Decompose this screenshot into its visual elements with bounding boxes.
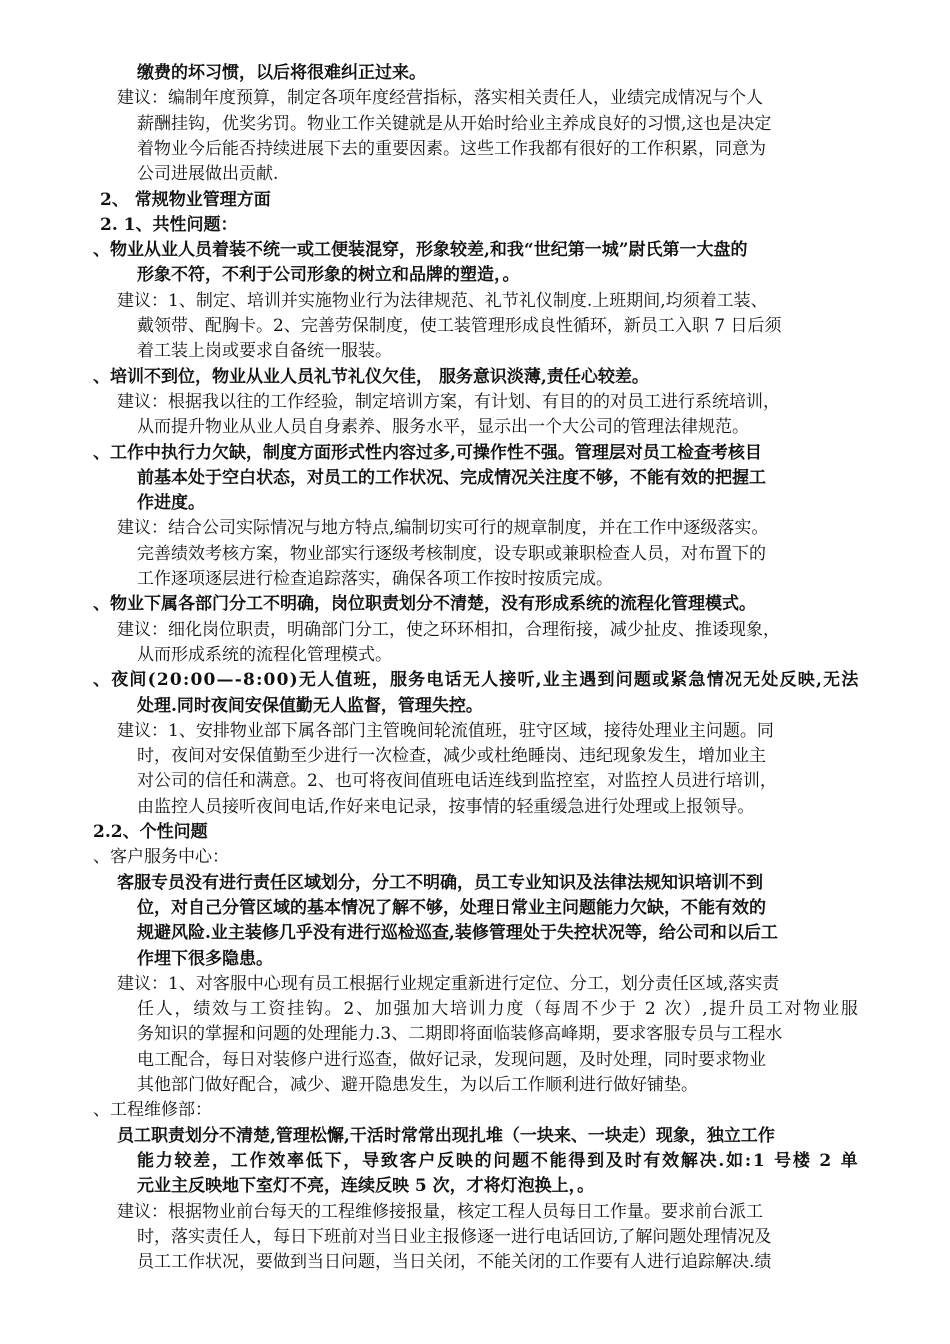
text-line: 从而提升物业从业人员自身素养、服务水平，显示出一个大公司的管理法律规范。 xyxy=(137,417,749,438)
text-line: 建议：根据物业前台每天的工程维修接报量，核定工程人员每日工作量。要求前台派工 xyxy=(117,1201,763,1222)
text-line: 、物业下属各部门分工不明确，岗位职责划分不清楚，没有形成系统的流程化管理模式。 xyxy=(93,594,756,615)
text-line: 建议：编制年度预算，制定各项年度经营指标，落实相关责任人，业绩完成情况与个人 xyxy=(117,88,763,109)
text-line: 、培训不到位，物业从业人员礼节礼仪欠佳， 服务意识淡薄,责任心较差。 xyxy=(93,366,649,387)
text-line: 时，夜间对安保值勤至少进行一次检查，减少或杜绝睡岗、违纪现象发生，增加业主 xyxy=(137,746,766,767)
text-line: 建议：1、制定、培训并实施物业行为法律规范、礼节礼仪制度.上班期间,均须着工装、 xyxy=(117,290,768,311)
text-line: 作埋下很多隐患。 xyxy=(137,948,273,969)
text-line: 工作逐项逐层进行检查追踪落实，确保各项工作按时按质完成。 xyxy=(137,569,613,589)
text-line: 客服专员没有进行责任区域划分，分工不明确，员工专业知识及法律法规知识培训不到 xyxy=(117,872,763,893)
text-line: 任人，绩效与工资挂钩。2、加强加大培训力度（每周不少于 2 次）,提升员工对物业服 xyxy=(137,999,860,1020)
text-line: 务知识的掌握和问题的处理能力.3、二期即将面临装修高峰期，要求客服专员与工程水 xyxy=(137,1024,783,1045)
text-line: 、工作中执行力欠缺，制度方面形式性内容过多,可操作性不强。管理层对员工检查考核目 xyxy=(93,442,762,463)
text-line: 位，对自己分管区域的基本情况了解不够，处理日常业主问题能力欠缺，不能有效的 xyxy=(137,897,766,918)
text-line: 员工工作状况，要做到当日问题，当日关闭，不能关闭的工作要有人进行追踪解决.绩 xyxy=(137,1252,772,1273)
text-line: 形象不符，不利于公司形象的树立和品牌的塑造，。 xyxy=(137,265,520,286)
text-line: 建议：1、对客服中心现有员工根据行业规定重新进行定位、分工，划分责任区域,落实责 xyxy=(117,973,780,994)
text-line: 2、 常规物业管理方面 xyxy=(100,189,271,210)
text-line: 建议：细化岗位职责，明确部门分工，使之环环相扣，合理衔接，减少扯皮、推诿现象， xyxy=(117,619,780,640)
text-line: 对公司的信任和满意。2、也可将夜间值班电话连线到监控室，对监控人员进行培训， xyxy=(137,771,777,792)
text-line: 前基本处于空白状态，对员工的工作状况、完成情况关注度不够，不能有效的把握工 xyxy=(137,467,766,488)
text-line: 时，落实责任人，每日下班前对当日业主报修逐一进行电话回访,了解问题处理情况及 xyxy=(137,1226,772,1247)
text-line: 由监控人员接听夜间电话,作好来电记录，按事情的轻重缓急进行处理或上报领导。 xyxy=(137,796,755,817)
text-line: 建议：结合公司实际情况与地方特点,编制切实可行的规章制度，并在工作中逐级落实。 xyxy=(117,518,769,539)
text-line: 建议：1、安排物业部下属各部门主管晚间轮流值班，驻守区域，接待处理业主问题。同 xyxy=(117,720,774,741)
text-line: 规避风险.业主装修几乎没有进行巡检巡查,装修管理处于失控状况等，给公司和以后工 xyxy=(137,923,778,944)
text-line: 建议：根据我以往的工作经验，制定培训方案，有计划、有目的的对员工进行系统培训， xyxy=(117,391,780,412)
text-line: 缴费的坏习惯，以后将很难纠正过来。 xyxy=(137,63,426,83)
text-line: 着物业今后能否持续进展下去的重要因素。这些工作我都有很好的工作积累，同意为 xyxy=(137,138,766,159)
text-line: 作进度。 xyxy=(137,493,205,514)
text-line: 2. 1、共性问题： xyxy=(100,214,238,235)
text-line: 其他部门做好配合，减少、避开隐患发生，为以后工作顺利进行做好铺垫。 xyxy=(137,1075,698,1095)
text-line: 公司进展做出贡献. xyxy=(137,164,279,185)
text-line: 员工职责划分不清楚,管理松懈,干活时常常出现扎堆（一块来、一块走）现象，独立工作 xyxy=(117,1125,775,1146)
text-line: 、客户服务中心： xyxy=(93,847,229,868)
text-line: 处理.同时夜间安保值勤无人监督，管理失控。 xyxy=(137,695,483,716)
text-line: 电工配合，每日对装修户进行巡查，做好记录，发现问题，及时处理，同时要求物业 xyxy=(137,1049,766,1070)
text-line: 、物业从业人员着装不统一或工便装混穿，形象较差,和我“世纪第一城”尉氏第一大盘的 xyxy=(93,240,748,261)
text-line: 元业主反映地下室灯不亮，连续反映 5 次，才将灯泡换上，。 xyxy=(137,1176,595,1197)
text-line: 薪酬挂钩，优奖劣罚。物业工作关键就是从开始时给业主养成良好的习惯,这也是决定 xyxy=(137,113,772,134)
text-line: 能力较差，工作效率低下，导致客户反映的问题不能得到及时有效解决.如:1 号楼 2 单 xyxy=(137,1150,860,1171)
text-line: 、夜间(20:00—-8:00)无人值班，服务电话无人接听,业主遇到问题或紧急情况无处反映,无法 xyxy=(93,670,860,691)
text-line: 着工装上岗或要求自备统一服装。 xyxy=(137,341,392,362)
text-line: 从而形成系统的流程化管理模式。 xyxy=(137,644,392,665)
text-line: 2.2、个性问题 xyxy=(93,822,208,842)
text-line: 完善绩效考核方案，物业部实行逐级考核制度，设专职或兼职检查人员，对布置下的 xyxy=(137,543,766,564)
text-line: 戴领带、配胸卡。2、完善劳保制度，使工装管理形成良性循环，新员工入职 7 日后须 xyxy=(137,316,782,336)
text-line: 、工程维修部： xyxy=(93,1100,212,1121)
